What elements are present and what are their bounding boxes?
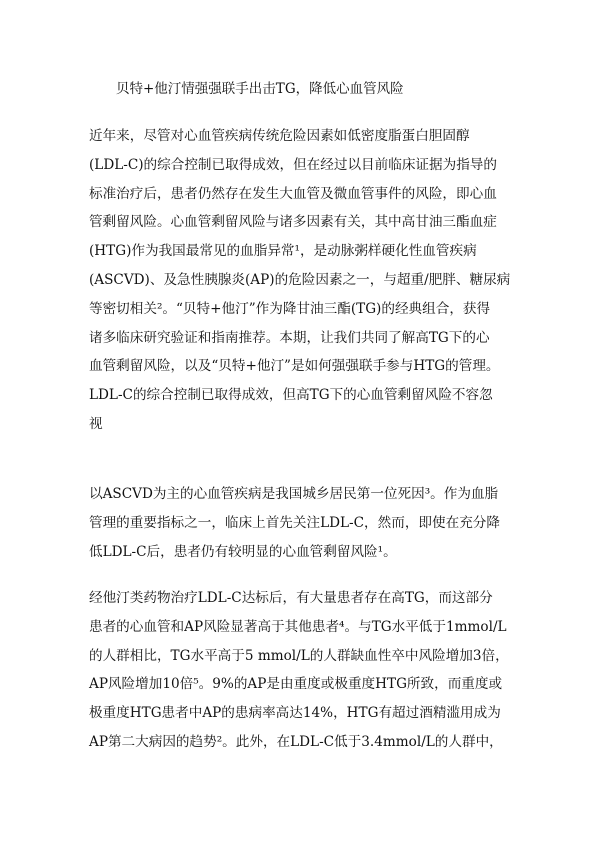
paragraph-line: 低LDL-C后，患者仍有较明显的心血管剩留风险¹。: [89, 543, 397, 560]
paragraph-line: (HTG)作为我国最常见的血脂异常¹，是动脉粥样硬化性血管疾病: [89, 243, 477, 260]
paragraph-intro: [89, 122, 514, 439]
paragraph-line: 视: [89, 415, 103, 432]
paragraph-line: AP风险增加10倍⁵。9%的AP是由重度或极重度HTG所致，而重度或: [89, 676, 503, 693]
paragraph-line: 标准治疗后，患者仍然存在发生大血管及微血管事件的风险，即心血: [89, 185, 497, 202]
paragraph-line: 以ASCVD为主的心血管疾病是我国城乡居民第一位死因³。作为血脂: [89, 486, 499, 502]
paragraph-line: (LDL-C)的综合控制已取得成效，但在经过以目前临床证据为指导的: [89, 156, 497, 173]
paragraph-line: LDL-C的综合控制已取得成效，但高TG下的心血管剩留风险不容忽: [89, 387, 493, 404]
paragraph-line: 诸多临床研究验证和指南推荐。本期，让我们共同了解高TG下的心: [89, 329, 490, 346]
paragraph-line: (ASCVD)、及急性胰腺炎(AP)的危险因素之一，与超重/肥胖、糖尿病: [89, 271, 511, 288]
paragraph-line: 血管剩留风险，以及“贝特+他汀”是如何强强联手参与HTG的管理。: [89, 358, 500, 375]
paragraph-ascvd: [89, 480, 514, 566]
paragraph-line: 管剩留风险。心血管剩留风险与诸多因素有关，其中高甘油三酯血症: [89, 214, 497, 231]
paragraph-line: 近年来，尽管对心血管疾病传统危险因素如低密度脂蛋白胆固醇: [89, 128, 470, 144]
paragraph-line: 经他汀类药物治疗LDL-C达标后，有大量患者存在高TG，而这部分: [89, 590, 493, 606]
paragraph-statin: [89, 584, 514, 757]
paragraph-line: 的人群相比，TG水平高于5 mmol/L的人群缺血性卒中风险增加3倍，: [89, 647, 509, 664]
paragraph-line: 极重度HTG患者中AP的患病率高达14%，HTG有超过酒精滥用成为: [89, 705, 501, 722]
paragraph-line: 患者的心血管和AP风险显著高于其他患者⁴。与TG水平低于1mmol/L: [89, 618, 507, 635]
paragraph-line: 管理的重要指标之一，临床上首先关注LDL-C，然而，即使在充分降: [89, 514, 500, 531]
article-title: 贝特+他汀情强强联手出击TG，降低心血管风险: [116, 81, 404, 97]
paragraph-line: 等密切相关²。“贝特+他汀”作为降甘油三酯(TG)的经典组合，获得: [89, 300, 491, 317]
paragraph-line: AP第二大病因的趋势²。此外，在LDL-C低于3.4mmol/L的人群中，: [89, 733, 503, 750]
